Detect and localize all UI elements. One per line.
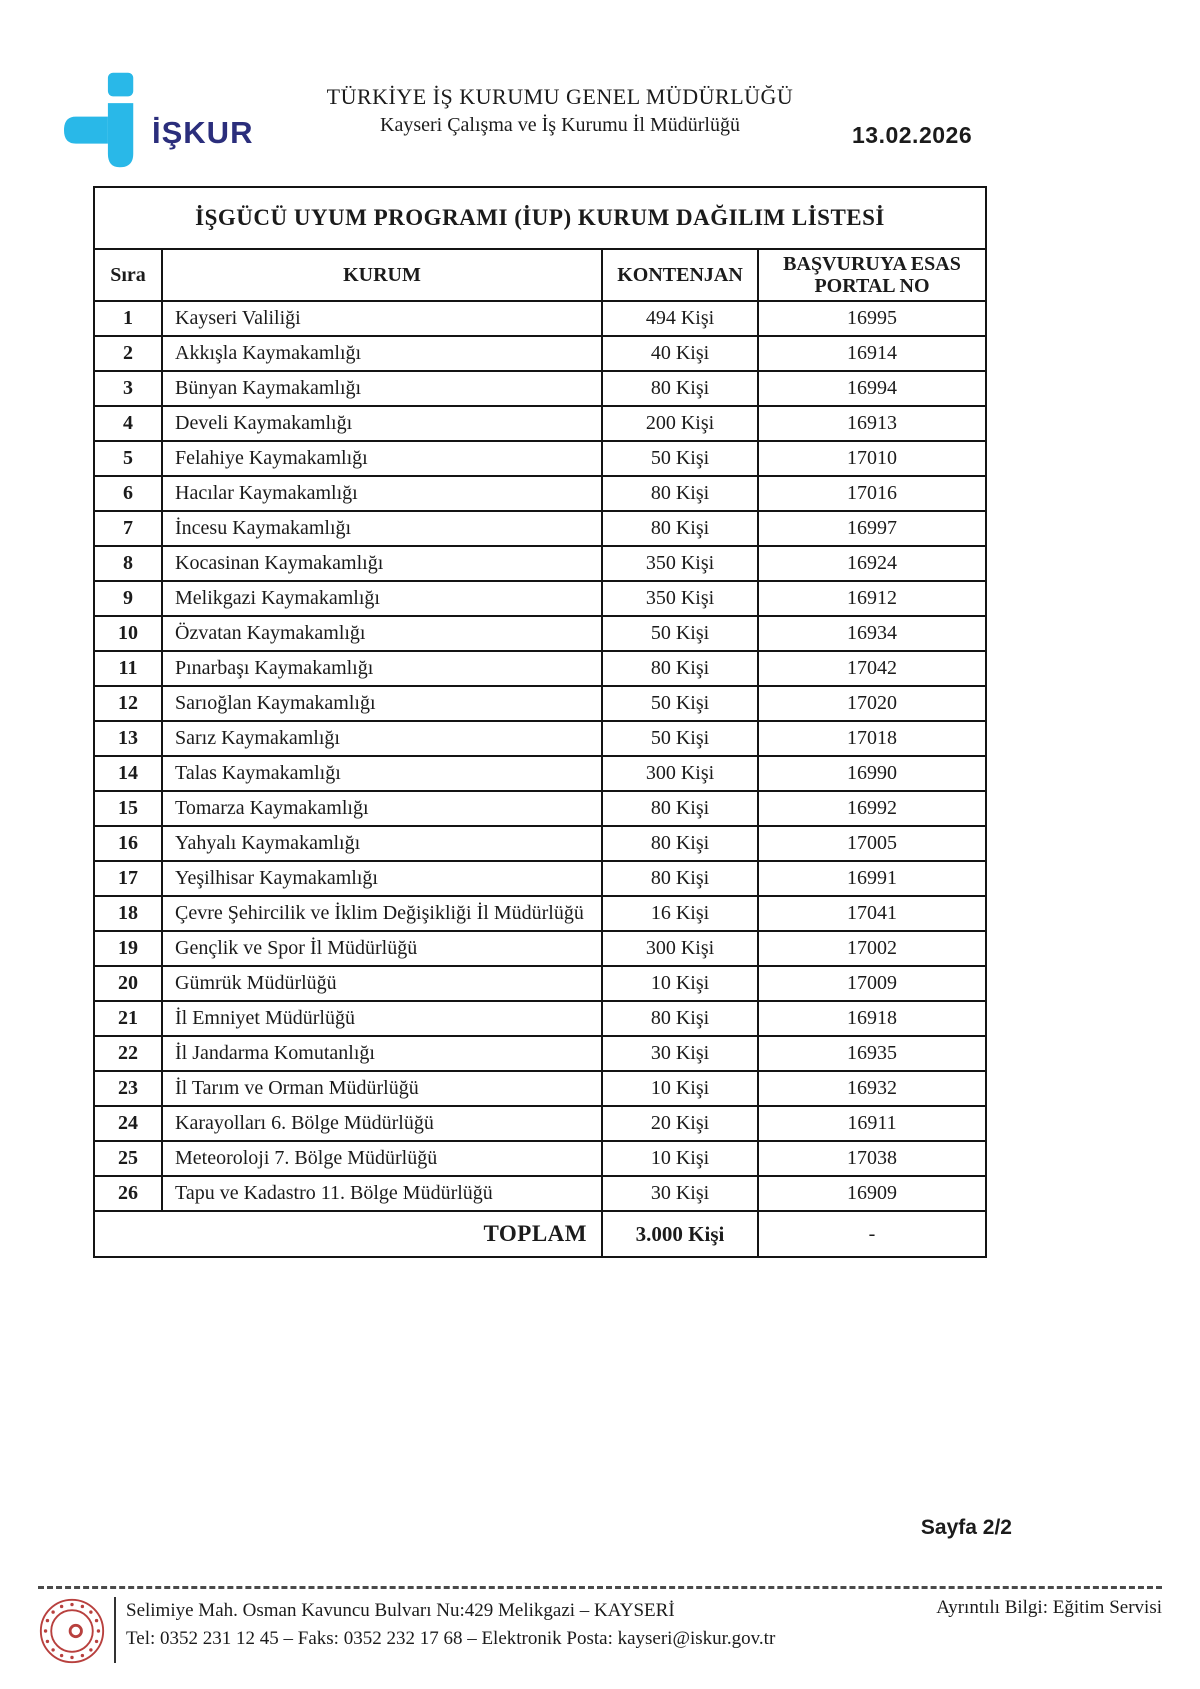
- table-body: [94, 301, 986, 1211]
- distribution-table: [93, 186, 987, 1258]
- footer: [38, 1586, 1162, 1670]
- table-header-row: [94, 249, 986, 301]
- cell-sira: 7: [94, 511, 162, 546]
- cell-sira: 12: [94, 686, 162, 721]
- col-header-sira: Sıra: [94, 249, 162, 301]
- col-header-kontenjan: KONTENJAN: [602, 249, 758, 301]
- cell-kontenjan: 80 Kişi: [602, 1001, 758, 1036]
- cell-kurum: Bünyan Kaymakamlığı: [162, 371, 602, 406]
- table-row: [94, 301, 986, 336]
- cell-kurum: Tapu ve Kadastro 11. Bölge Müdürlüğü: [162, 1176, 602, 1211]
- cell-kontenjan: 80 Kişi: [602, 791, 758, 826]
- cell-portal: 16997: [758, 511, 986, 546]
- table-row: [94, 931, 986, 966]
- cell-portal: 16932: [758, 1071, 986, 1106]
- iskur-logo-wordmark: İŞKUR: [152, 115, 254, 150]
- cell-kurum: Yeşilhisar Kaymakamlığı: [162, 861, 602, 896]
- table-row: [94, 1176, 986, 1211]
- cell-kontenjan: 10 Kişi: [602, 1071, 758, 1106]
- org-header: [235, 84, 885, 137]
- cell-portal: 16909: [758, 1176, 986, 1211]
- table-row: [94, 896, 986, 931]
- cell-kontenjan: 20 Kişi: [602, 1106, 758, 1141]
- cell-sira: 1: [94, 301, 162, 336]
- footer-address: [126, 1595, 775, 1652]
- table-row: [94, 1106, 986, 1141]
- cell-kurum: İl Tarım ve Orman Müdürlüğü: [162, 1071, 602, 1106]
- cell-kurum: Pınarbaşı Kaymakamlığı: [162, 651, 602, 686]
- cell-portal: 16992: [758, 791, 986, 826]
- table-row: [94, 441, 986, 476]
- cell-kontenjan: 50 Kişi: [602, 686, 758, 721]
- table-row: [94, 686, 986, 721]
- table-row: [94, 371, 986, 406]
- cell-kurum: Tomarza Kaymakamlığı: [162, 791, 602, 826]
- total-label: TOPLAM: [94, 1211, 602, 1257]
- table-row: [94, 476, 986, 511]
- cell-kurum: Akkışla Kaymakamlığı: [162, 336, 602, 371]
- table-row: [94, 406, 986, 441]
- cell-sira: 9: [94, 581, 162, 616]
- cell-portal: 16991: [758, 861, 986, 896]
- cell-portal: 16935: [758, 1036, 986, 1071]
- cell-sira: 26: [94, 1176, 162, 1211]
- cell-kontenjan: 80 Kişi: [602, 861, 758, 896]
- cell-portal: 17042: [758, 651, 986, 686]
- cell-portal: 16913: [758, 406, 986, 441]
- col-header-portal: BAŞVURUYA ESAS PORTAL NO: [758, 249, 986, 301]
- cell-portal: 17009: [758, 966, 986, 1001]
- cell-kurum: İl Jandarma Komutanlığı: [162, 1036, 602, 1071]
- cell-kurum: Gençlik ve Spor İl Müdürlüğü: [162, 931, 602, 966]
- cell-portal: 17038: [758, 1141, 986, 1176]
- cell-kurum: Meteoroloji 7. Bölge Müdürlüğü: [162, 1141, 602, 1176]
- cell-sira: 8: [94, 546, 162, 581]
- cell-kurum: İl Emniyet Müdürlüğü: [162, 1001, 602, 1036]
- cell-portal: 16990: [758, 756, 986, 791]
- cell-sira: 15: [94, 791, 162, 826]
- cell-portal: 17010: [758, 441, 986, 476]
- cell-sira: 5: [94, 441, 162, 476]
- cell-kontenjan: 50 Kişi: [602, 721, 758, 756]
- cell-sira: 10: [94, 616, 162, 651]
- table-row: [94, 1141, 986, 1176]
- cell-kontenjan: 30 Kişi: [602, 1036, 758, 1071]
- cell-portal: 17020: [758, 686, 986, 721]
- footer-divider: [114, 1597, 116, 1663]
- cell-portal: 17041: [758, 896, 986, 931]
- cell-kontenjan: 80 Kişi: [602, 511, 758, 546]
- cell-kontenjan: 40 Kişi: [602, 336, 758, 371]
- cell-sira: 17: [94, 861, 162, 896]
- cell-kurum: Sarıoğlan Kaymakamlığı: [162, 686, 602, 721]
- iskur-logo: [64, 72, 253, 168]
- cell-kontenjan: 350 Kişi: [602, 581, 758, 616]
- cell-kontenjan: 80 Kişi: [602, 651, 758, 686]
- cell-sira: 6: [94, 476, 162, 511]
- cell-kurum: Gümrük Müdürlüğü: [162, 966, 602, 1001]
- cell-sira: 24: [94, 1106, 162, 1141]
- cell-kurum: Kocasinan Kaymakamlığı: [162, 546, 602, 581]
- cell-sira: 3: [94, 371, 162, 406]
- table-row: [94, 791, 986, 826]
- table-row: [94, 336, 986, 371]
- cell-portal: 16994: [758, 371, 986, 406]
- cell-kontenjan: 300 Kişi: [602, 931, 758, 966]
- table-row: [94, 861, 986, 896]
- table-row: [94, 546, 986, 581]
- table-row: [94, 966, 986, 1001]
- col-header-kurum: KURUM: [162, 249, 602, 301]
- cell-portal: 17005: [758, 826, 986, 861]
- cell-portal: 16914: [758, 336, 986, 371]
- cell-portal: 16934: [758, 616, 986, 651]
- cell-sira: 19: [94, 931, 162, 966]
- cell-sira: 21: [94, 1001, 162, 1036]
- cell-sira: 20: [94, 966, 162, 1001]
- cell-kurum: Hacılar Kaymakamlığı: [162, 476, 602, 511]
- cell-kontenjan: 16 Kişi: [602, 896, 758, 931]
- cell-kontenjan: 300 Kişi: [602, 756, 758, 791]
- table-row: [94, 1001, 986, 1036]
- cell-sira: 11: [94, 651, 162, 686]
- cell-kontenjan: 10 Kişi: [602, 1141, 758, 1176]
- table-row: [94, 826, 986, 861]
- cell-kontenjan: 50 Kişi: [602, 616, 758, 651]
- cell-kontenjan: 30 Kişi: [602, 1176, 758, 1211]
- ministry-emblem-icon: [38, 1595, 110, 1670]
- cell-portal: 16918: [758, 1001, 986, 1036]
- cell-kontenjan: 200 Kişi: [602, 406, 758, 441]
- table-row: [94, 581, 986, 616]
- cell-sira: 18: [94, 896, 162, 931]
- cell-kontenjan: 50 Kişi: [602, 441, 758, 476]
- cell-sira: 23: [94, 1071, 162, 1106]
- cell-kontenjan: 80 Kişi: [602, 371, 758, 406]
- table-row: [94, 721, 986, 756]
- cell-kurum: İncesu Kaymakamlığı: [162, 511, 602, 546]
- cell-kurum: Felahiye Kaymakamlığı: [162, 441, 602, 476]
- cell-sira: 2: [94, 336, 162, 371]
- iskur-logo-icon: [64, 72, 140, 168]
- cell-kurum: Melikgazi Kaymakamlığı: [162, 581, 602, 616]
- table-title-row: [94, 187, 986, 249]
- total-portal: -: [758, 1211, 986, 1257]
- table-row: [94, 1036, 986, 1071]
- table-row: [94, 616, 986, 651]
- table-title: İŞGÜCÜ UYUM PROGRAMI (İUP) KURUM DAĞILIM LİSTESİ: [94, 187, 986, 249]
- cell-kurum: Talas Kaymakamlığı: [162, 756, 602, 791]
- cell-portal: 17018: [758, 721, 986, 756]
- total-kontenjan: 3.000 Kişi: [602, 1211, 758, 1257]
- table-row: [94, 511, 986, 546]
- cell-portal: 17016: [758, 476, 986, 511]
- cell-sira: 14: [94, 756, 162, 791]
- cell-sira: 4: [94, 406, 162, 441]
- cell-kurum: Çevre Şehircilik ve İklim Değişikliği İl Müdürlüğü: [162, 896, 602, 931]
- cell-kurum: Kayseri Valiliği: [162, 301, 602, 336]
- cell-portal: 16995: [758, 301, 986, 336]
- cell-kontenjan: 10 Kişi: [602, 966, 758, 1001]
- cell-portal: 16912: [758, 581, 986, 616]
- table-row: [94, 756, 986, 791]
- cell-kontenjan: 80 Kişi: [602, 476, 758, 511]
- footer-address-line2: Tel: 0352 231 12 45 – Faks: 0352 232 17 68 – Elektronik Posta: kayseri@iskur.gov.tr: [126, 1627, 776, 1649]
- cell-kontenjan: 350 Kişi: [602, 546, 758, 581]
- cell-sira: 22: [94, 1036, 162, 1071]
- cell-kontenjan: 494 Kişi: [602, 301, 758, 336]
- cell-sira: 16: [94, 826, 162, 861]
- cell-kurum: Sarız Kaymakamlığı: [162, 721, 602, 756]
- cell-kontenjan: 80 Kişi: [602, 826, 758, 861]
- cell-sira: 25: [94, 1141, 162, 1176]
- cell-portal: 16911: [758, 1106, 986, 1141]
- cell-kurum: Develi Kaymakamlığı: [162, 406, 602, 441]
- page-number: Sayfa 2/2: [920, 1516, 1012, 1539]
- org-title-line1: TÜRKİYE İŞ KURUMU GENEL MÜDÜRLÜĞÜ: [326, 84, 794, 109]
- cell-kurum: Özvatan Kaymakamlığı: [162, 616, 602, 651]
- document-date: 13.02.2026: [852, 122, 973, 148]
- cell-portal: 17002: [758, 931, 986, 966]
- footer-address-line1: Selimiye Mah. Osman Kavuncu Bulvarı Nu:429 Melikgazi – KAYSERİ: [126, 1600, 675, 1621]
- footer-info: Ayrıntılı Bilgi: Eğitim Servisi: [936, 1597, 1162, 1618]
- cell-portal: 16924: [758, 546, 986, 581]
- table-row: [94, 651, 986, 686]
- org-title-line2: Kayseri Çalışma ve İş Kurumu İl Müdürlüğü: [380, 114, 740, 136]
- cell-kurum: Yahyalı Kaymakamlığı: [162, 826, 602, 861]
- cell-kurum: Karayolları 6. Bölge Müdürlüğü: [162, 1106, 602, 1141]
- cell-sira: 13: [94, 721, 162, 756]
- total-row: [94, 1211, 986, 1257]
- table-row: [94, 1071, 986, 1106]
